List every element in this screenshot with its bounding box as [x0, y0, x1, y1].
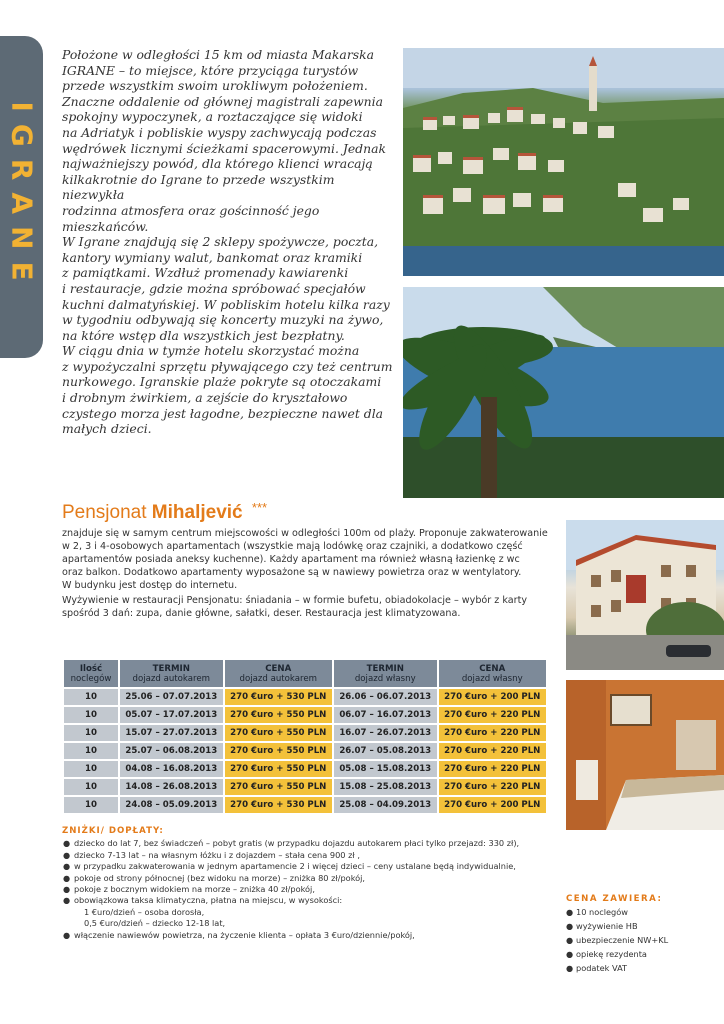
hotel-building-photo [566, 520, 724, 670]
table-row [64, 797, 546, 813]
date-range-cell: 26.07 – 05.08.2013 [334, 743, 437, 759]
include-text: 10 noclegów [576, 907, 628, 917]
list-item [62, 895, 532, 906]
hotel-description-accommodation: znajduje się w samym centrum miejscowości w odległości 100m od plaży. Proponuje zakwaterowanie w 2, 3 i 4-osobowych apartamentach (wszystkie mają lodówkę oraz czajniki, a dodatkowo część apartamentów posiada aneksy kuchenne). Każdy apartament ma również własną łazienkę z wc oraz balkon. Dodatkowo apartamenty wyposażone są w nawiewy powietrza oraz w wentylatory. W budynku jest dostęp do internetu. [62, 528, 548, 591]
hotel-description [62, 527, 556, 620]
header-sub-label: dojazd autokarem [132, 673, 211, 684]
bullet-icon: ● [566, 907, 574, 917]
list-item [62, 907, 532, 918]
list-item [62, 861, 532, 872]
list-item [62, 873, 532, 884]
date-range-cell: 26.06 – 06.07.2013 [334, 689, 437, 705]
discount-text: dziecko 7-13 lat – na własnym łóżku i z dojazdem – stała cena 900 zł , [74, 849, 360, 860]
price-cell: 270 €uro + 550 PLN [225, 743, 332, 759]
date-range-cell: 25.07 – 06.08.2013 [120, 743, 223, 759]
discount-text: włączenie nawiewów powietrza, na życzenie klienta – opłata 3 €uro/dziennie/pokój, [74, 929, 415, 940]
side-title-tab [0, 36, 43, 358]
price-table-header-cell [64, 660, 118, 687]
price-cell: 270 €uro + 550 PLN [225, 761, 332, 777]
table-row [64, 725, 546, 741]
side-title: IGRANE [5, 101, 38, 293]
price-cell: 270 €uro + 220 PLN [439, 725, 546, 741]
list-item [62, 884, 532, 895]
price-cell: 270 €uro + 530 PLN [225, 689, 332, 705]
include-text: wyżywienie HB [576, 921, 638, 931]
hotel-name: Mihaljević [151, 502, 243, 523]
bullet-icon: ● [63, 838, 71, 849]
table-row [64, 689, 546, 705]
hotel-description-meals: Wyżywienie w restauracji Pensjonatu: śniadania – w formie bufetu, obiadokolacje – wybór z karty spośród 3 dań: zupa, danie główne, sałatki, deser. Restauracja jest klimatyzowana. [62, 595, 528, 619]
bullet-icon: ● [63, 895, 71, 906]
list-item [62, 918, 532, 929]
list-item [62, 838, 532, 849]
bullet-icon: ● [566, 921, 574, 931]
price-cell: 270 €uro + 550 PLN [225, 725, 332, 741]
discounts-section [62, 826, 532, 941]
date-range-cell: 25.08 – 04.09.2013 [334, 797, 437, 813]
price-cell: 270 €uro + 550 PLN [225, 779, 332, 795]
intro-text: Położone w odległości 15 km od miasta Makarska IGRANE – to miejsce, które przyciąga turystów przede wszystkim swoim urokliwym położeniem. Znaczne oddalenie od głównej magistrali zapewnia spokojny wypoczynek, a roztaczające się widoki na Adriatyk i pobliskie wyspy zachwycają podczas wędrówek licznymi ścieżkami spacerowymi. Jednak najważniejszy powód, dla którego klienci wracają kilkakrotnie do Igrane to przede wszystkim niezwykła rodzinna atmosfera oraz gościnność jego mieszkańców. W Igrane znajdują się 2 sklepy spożywcze, poczta, kantory wymiany walut, bankomat oraz kramiki z pamiątkami. Wzdłuż promenady kawiarenki i restauracje, gdzie można spróbować specjałów kuchni dalmatyńskiej. W pobliskim hotelu kilka razy w tygodniu odbywają się koncerty muzyki na żywo, na które wstęp dla wszystkich jest bezpłatny. W ciągu dnia w tymże hotelu skorzystać można z wypożyczalni sprzętu pływającego czy też centrum nurkowego. Igranskie plaże pokryte są otoczakami i drobnym żwirkiem, a zejście do kryształowo czystego morza jest łagodne, bezpieczne nawet dla małych dzieci. [62, 47, 393, 437]
price-cell: 270 €uro + 220 PLN [439, 761, 546, 777]
price-table [62, 658, 548, 815]
nights-cell: 10 [64, 761, 118, 777]
header-sub-label: dojazd własny [461, 673, 523, 684]
header-sub-label: dojazd własny [354, 673, 416, 684]
list-item [62, 850, 532, 861]
date-range-cell: 16.07 – 26.07.2013 [334, 725, 437, 741]
date-range-cell: 24.08 – 05.09.2013 [120, 797, 223, 813]
bullet-icon: ● [63, 872, 71, 883]
price-includes-heading: CENA ZAWIERA: [566, 894, 663, 904]
header-sub-label: noclegów [70, 673, 112, 684]
bullet-icon: ● [63, 929, 71, 940]
price-cell: 270 €uro + 220 PLN [439, 743, 546, 759]
list-item [566, 933, 721, 947]
nights-cell: 10 [64, 779, 118, 795]
table-row [64, 779, 546, 795]
discount-text: 0,5 €uro/dzień – dziecko 12-18 lat, [84, 918, 226, 929]
bullet-icon: ● [566, 949, 574, 959]
header-main-label: CENA [265, 663, 292, 674]
list-item [566, 961, 721, 975]
date-range-cell: 06.07 – 16.07.2013 [334, 707, 437, 723]
discounts-heading: ZNIŻKI/ DOPŁATY: [62, 826, 164, 836]
list-item [566, 919, 721, 933]
hotel-room-photo [566, 680, 724, 830]
discount-text: dziecko do lat 7, bez świadczeń – pobyt gratis (w przypadku dojazdu autokarem płaci tylko przejazd: 330 zł), [74, 838, 520, 849]
table-row [64, 707, 546, 723]
include-text: ubezpieczenie NW+KL [576, 935, 669, 945]
nights-cell: 10 [64, 725, 118, 741]
discount-text: obowiązkowa taksa klimatyczna, płatna na miejscu, w wysokości: [74, 895, 343, 906]
price-includes-section [566, 893, 721, 975]
date-range-cell: 15.07 – 27.07.2013 [120, 725, 223, 741]
price-table-header-cell [120, 660, 223, 687]
hotel-stars: *** [251, 500, 268, 515]
include-text: podatek VAT [576, 963, 628, 973]
price-cell: 270 €uro + 200 PLN [439, 797, 546, 813]
bullet-icon: ● [566, 935, 574, 945]
discount-text: pokoje od strony północnej (bez widoku na morze) – zniżka 80 zł/pokój, [74, 872, 366, 883]
discount-text: w przypadku zakwaterowania w jednym apartamencie 2 i więcej dzieci – ceny ustalane będą indywidualnie, [74, 861, 516, 872]
price-cell: 270 €uro + 200 PLN [439, 689, 546, 705]
table-row [64, 761, 546, 777]
header-main-label: Ilość [79, 663, 103, 674]
price-includes-list [566, 905, 721, 975]
nights-cell: 10 [64, 689, 118, 705]
bullet-icon: ● [63, 861, 71, 872]
price-table-header-cell [439, 660, 546, 687]
price-cell: 270 €uro + 220 PLN [439, 779, 546, 795]
header-main-label: CENA [479, 663, 506, 674]
price-table-header-cell [334, 660, 437, 687]
list-item [566, 947, 721, 961]
bullet-icon: ● [63, 884, 71, 895]
date-range-cell: 05.08 – 15.08.2013 [334, 761, 437, 777]
discount-text: 1 €uro/dzień – osoba dorosła, [84, 906, 205, 917]
list-item [62, 930, 532, 941]
hotel-prefix: Pensjonat [62, 502, 147, 523]
date-range-cell: 14.08 – 26.08.2013 [120, 779, 223, 795]
village-photo [403, 48, 724, 276]
discounts-list [62, 838, 532, 941]
nights-cell: 10 [64, 707, 118, 723]
nights-cell: 10 [64, 797, 118, 813]
header-main-label: TERMIN [366, 663, 404, 674]
discount-text: pokoje z bocznym widokiem na morze – zniżka 40 zł/pokój, [74, 884, 315, 895]
price-cell: 270 €uro + 550 PLN [225, 707, 332, 723]
price-table-header-cell [225, 660, 332, 687]
hotel-title [62, 502, 267, 524]
bullet-icon: ● [566, 963, 574, 973]
list-item [566, 905, 721, 919]
date-range-cell: 25.06 – 07.07.2013 [120, 689, 223, 705]
header-sub-label: dojazd autokarem [239, 673, 317, 684]
bullet-icon: ● [63, 849, 71, 860]
palm-sea-photo [403, 287, 724, 498]
header-main-label: TERMIN [152, 663, 190, 674]
include-text: opiekę rezydenta [576, 949, 647, 959]
table-row [64, 743, 546, 759]
price-cell: 270 €uro + 530 PLN [225, 797, 332, 813]
date-range-cell: 05.07 – 17.07.2013 [120, 707, 223, 723]
date-range-cell: 15.08 – 25.08.2013 [334, 779, 437, 795]
date-range-cell: 04.08 – 16.08.2013 [120, 761, 223, 777]
price-table-header-row [64, 660, 546, 687]
price-cell: 270 €uro + 220 PLN [439, 707, 546, 723]
nights-cell: 10 [64, 743, 118, 759]
